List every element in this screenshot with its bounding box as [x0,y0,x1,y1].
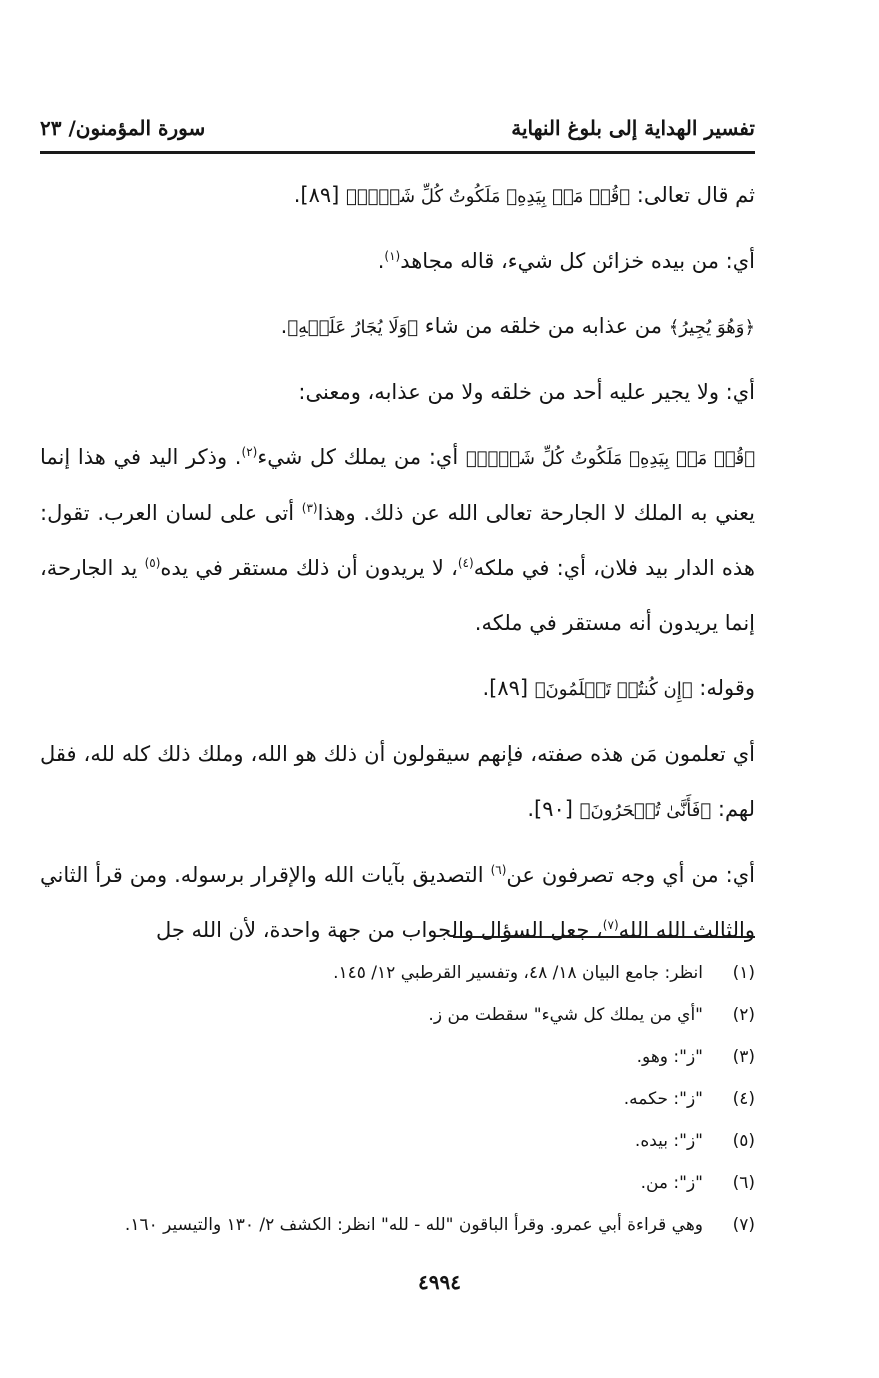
paragraph: ﴿وَهُوَ يُجِيرُ﴾ من عذابه من خلقه من شاء ﴿وَلَا يُجَارُ عَلَيۡهِ﴾. [280,314,755,338]
footnote-text: "ز": من. [640,1173,703,1193]
quran-verse: ﴿فَأَنَّىٰ تُسۡحَرُونَ﴾ [579,800,712,821]
footnote-text: انظر: جامع البيان ١٨/ ٤٨، وتفسير القرطبي ١٢/ ١٤٥. [333,963,703,983]
running-header [40,108,755,148]
footnote-text: "ز": بيده. [634,1131,703,1151]
footnote-text: "أي من يملك كل شيء" سقطت من ز. [428,1005,703,1025]
paragraph: وقوله: ﴿إِن كُنتُمۡ تَعۡلَمُونَ﴾ [٨٩]. [482,676,755,700]
book-title: تفسير الهداية إلى بلوغ النهاية [511,116,755,140]
surah-title: سورة المؤمنون/ ٢٣ [40,116,206,140]
footnote-ref: (١) [384,249,401,263]
footnote-text: "ز": حكمه. [623,1089,703,1109]
paragraph: ﴿قُلۡ مَنۢ بِيَدِهِۦ مَلَكُوتُ كُلِّ شَيۡءٖ﴾ أي: من يملك كل شيء$^{(٢)}$. وذكر اليد في هذا إنما يعني به الملك لا الجارحة تعالى الله عن ذلك. وهذا$^{(٣)}$ أتى على لسان العرب. تقول: هذه الدار بيد فلان، أي: في ملكه$^{(٤)}$، لا يريدون أن ذلك مستقر في يده$^{(٥)}$ يد الجارحة، إنما يريدون أنه مستقر في ملكه. [40,445,756,635]
footnote-number: (٥) [732,1131,755,1151]
footnote-ref: (٦) [490,863,507,877]
footnote-number: (٦) [732,1173,755,1193]
page-number: ٤٩٩٤ [418,1270,461,1294]
footnote-text: "ز": وهو. [636,1047,703,1067]
footnote-divider [453,936,755,938]
footnote-ref: (٣) [301,501,318,515]
paragraph: أي: من أي وجه تصرفون عن$^{(٦)}$ التصديق بآيات الله والإقرار برسوله. ومن قرأ الثاني والثالث الله الله$^{(٧)}$، جعل السؤال والجواب من جهة واحدة، لأن الله جل [40,863,756,942]
quran-verse: ﴿وَهُوَ يُجِيرُ﴾ [668,317,755,338]
quran-verse: ﴿إِن كُنتُمۡ تَعۡلَمُونَ﴾ [534,679,693,700]
footnote [40,1162,755,1204]
footnote [40,1036,755,1078]
footnote [40,1120,755,1162]
quran-verse: ﴿قُلۡ مَنۢ بِيَدِهِۦ مَلَكُوتُ كُلِّ شَيۡءٖ﴾ [346,186,631,207]
footnote-number: (٣) [732,1047,755,1067]
paragraph: أي: ولا يجير عليه أحد من خلقه ولا من عذابه، ومعنى: [298,380,755,404]
footnote [40,952,755,994]
footnote [40,1078,755,1120]
quran-verse: ﴿وَلَا يُجَارُ عَلَيۡهِ﴾ [287,317,419,338]
paragraph: أي تعلمون مَن هذه صفته، فإنهم سيقولون أن ذلك هو الله، وملك ذلك كله لله، فقل لهم: ﴿فَأَنَّىٰ تُسۡحَرُونَ﴾ [٩٠]. [40,742,755,821]
footnote-number: (٢) [732,1005,755,1025]
header-divider [40,151,755,154]
footnote-ref: (٤) [457,556,474,570]
footnote-ref: (٧) [602,918,619,932]
footnote [40,994,755,1036]
footnote-text: وهي قراءة أبي عمرو. وقرأ الباقون "لله - لله" انظر: الكشف ٢/ ١٣٠ والتيسير ١٦٠. [124,1215,703,1235]
footnote-number: (٧) [732,1215,755,1235]
footnote-number: (٤) [732,1089,755,1109]
main-text [40,168,755,958]
paragraph: أي: من بيده خزائن كل شيء، قاله مجاهد$^{(١)}$. [377,249,755,273]
footnote-ref: (٥) [144,556,161,570]
quran-verse: ﴿قُلۡ مَنۢ بِيَدِهِۦ مَلَكُوتُ كُلِّ شَيۡءٖ﴾ [465,448,756,469]
footnote-number: (١) [732,963,755,983]
footnotes-list [40,952,755,1246]
footnote-ref: (٢) [241,445,258,459]
paragraph: ثم قال تعالى: ﴿قُلۡ مَنۢ بِيَدِهِۦ مَلَكُوتُ كُلِّ شَيۡءٖ﴾ [٨٩]. [293,183,755,207]
footnote [40,1204,755,1246]
